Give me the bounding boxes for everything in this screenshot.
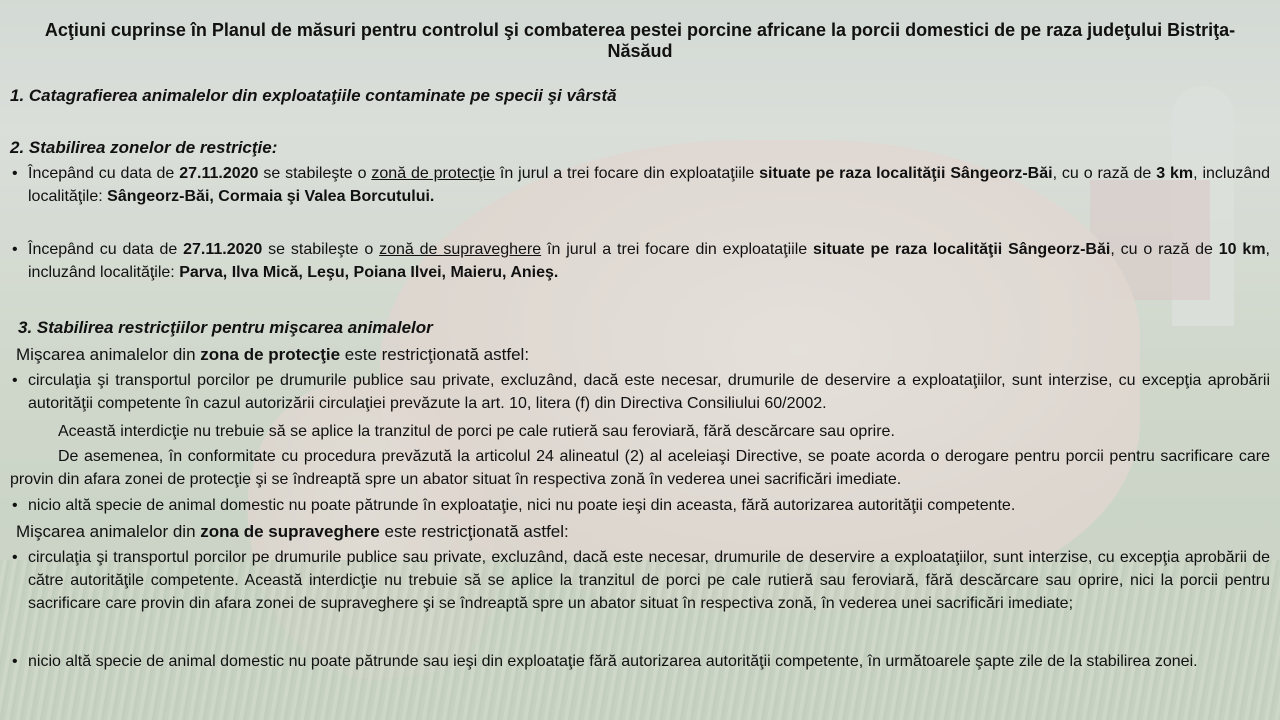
zone-text: zonă de protecţie (371, 165, 496, 182)
places-text: Parva, Ilva Mică, Leşu, Poiana Ilvei, Maieru, Anieş. (179, 264, 559, 281)
bullet-dot: • (12, 653, 18, 670)
section-2-heading: 2. Stabilirea zonelor de restricţie: (10, 138, 278, 157)
bullet-dot: • (12, 165, 18, 182)
date-text: 27.11.2020 (183, 241, 263, 258)
date-text: 27.11.2020 (179, 165, 259, 182)
bullet-dot: • (12, 241, 18, 258)
places-text: Sângeorz-Băi, Cormaia şi Valea Borcutului. (107, 188, 435, 205)
bullet-dot: • (12, 549, 18, 566)
protection-paragraph-2: De asemenea, în conformitate cu procedura prevăzută la articolul 24 alineatul (2) al aceleiaşi Directive, se poate acorda o derogare pentru porcii pentru sacrificare care provin din afara zonei de protecţie şi se îndreaptă spre un abator situat în respectiva zonă în vederea unei sacrificări imediate. (10, 448, 1270, 488)
protection-bullet-2: • nicio altă specie de animal domestic nu poate pătrunde în exploataţie, nici nu poate ieşi din aceasta, fără autorizarea autorităţii competente. (10, 494, 1270, 517)
location-text: situate pe raza localităţii Sângeorz-Băi (759, 165, 1053, 182)
protection-bullet-1: • circulaţia şi transportul porcilor pe drumurile publice sau private, excluzând, dacă este necesar, drumurile de deservire a exploataţiilor, sunt interzise, cu excepţia aprobării autorităţii competente în cazul autorizării circulaţiei prevăzute la art. 10, litera (f) din Directiva Consiliului 60/2002. (10, 369, 1270, 415)
protection-paragraph-1: Această interdicţie nu trebuie să se aplice la tranzitul de porci pe cale rutieră sau feroviară, fără descărcare sau oprire. (58, 423, 895, 440)
surveillance-bullet-1: • circulaţia şi transportul porcilor pe drumurile publice sau private, excluzând, dacă este necesar, drumurile de deservire a exploataţiilor, sunt interzise, cu excepţia aprobării de către autorităţile competente. Această interdicţie nu trebuie să se aplice la tranzitul de porci pe cale rutieră sau feroviară, fără descărcare sau oprire, nici la porcii pentru sacrificare care provin din afara zonei de supraveghere şi se îndreaptă spre un abator situat în respectiva zonă, în vederea unei sacrificări imediate; (10, 546, 1270, 615)
protection-zone-intro: Mişcarea animalelor din zona de protecţie este restricţionată astfel: (16, 345, 530, 364)
radius-text: 3 km (1156, 165, 1194, 182)
location-text: situate pe raza localităţii Sângeorz-Băi (813, 241, 1111, 258)
protection-zone-bullet: • Începând cu data de 27.11.2020 se stabileşte o zonă de protecţie în jurul a trei focare din exploataţiile situate pe raza localităţii Sângeorz-Băi, cu o rază de 3 km, incluzând localităţile: Sângeorz-Băi, Cormaia şi Valea Borcutului. (10, 162, 1270, 208)
bullet-dot: • (12, 497, 18, 514)
surveillance-bullet-2: • nicio altă specie de animal domestic nu poate pătrunde sau ieşi din exploataţie fără autorizarea autorităţii competente, în următoarele şapte zile de la stabilirea zonei. (10, 650, 1270, 673)
zone-text: zonă de supraveghere (379, 241, 542, 258)
section-3-heading: 3. Stabilirea restricţiilor pentru mişcarea animalelor (18, 318, 433, 337)
surveillance-zone-intro: Mişcarea animalelor din zona de supraveghere este restricţionată astfel: (16, 522, 569, 541)
bullet-dot: • (12, 372, 18, 389)
slide-title: Acţiuni cuprinse în Planul de măsuri pentru controlul şi combaterea pestei porcine africane la porcii domestici de pe raza judeţului Bistriţa-Năsăud (44, 20, 1236, 61)
radius-text: 10 km (1218, 241, 1266, 258)
section-1-heading: 1. Catagrafierea animalelor din exploataţiile contaminate pe specii şi vârstă (10, 86, 617, 105)
surveillance-zone-bullet: • Începând cu data de 27.11.2020 se stabileşte o zonă de supraveghere în jurul a trei focare din exploataţiile situate pe raza localităţii Sângeorz-Băi, cu o rază de 10 km, incluzând localităţile: Parva, Ilva Mică, Leşu, Poiana Ilvei, Maieru, Anieş. (10, 238, 1270, 284)
